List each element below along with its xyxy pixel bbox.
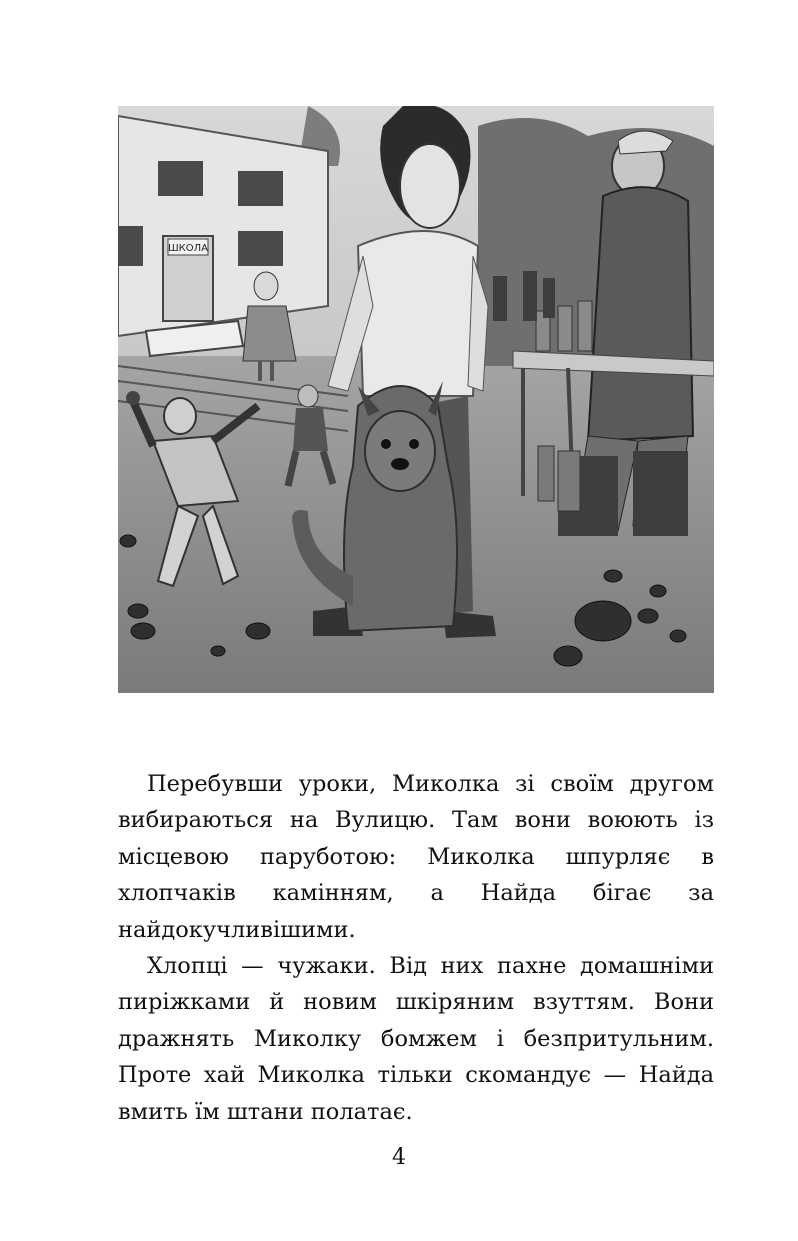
school-sign: ШКОЛА — [167, 243, 209, 254]
paragraph-1: Перебувши уроки, Миколка зі своїм другом вибираються на Вулицю. Там вони воюють із місцевою паруботою: Миколка шпурляє в хлопчаків камінням, а Найда бігає за найдокучливішими. — [118, 771, 714, 943]
background-figures — [493, 271, 555, 321]
paragraph-2: Хлопці — чужаки. Від них пахне домашніми пиріжками й новим шкіряним взуттям. Вони дражнять Миколку бомжем і безпритульним. Проте хай Миколка тільки скомандує — Найда вмить їм штани полатає. — [118, 953, 714, 1125]
page-number: 4 — [392, 1145, 406, 1170]
illustration — [118, 106, 714, 693]
body-text — [118, 766, 714, 1130]
